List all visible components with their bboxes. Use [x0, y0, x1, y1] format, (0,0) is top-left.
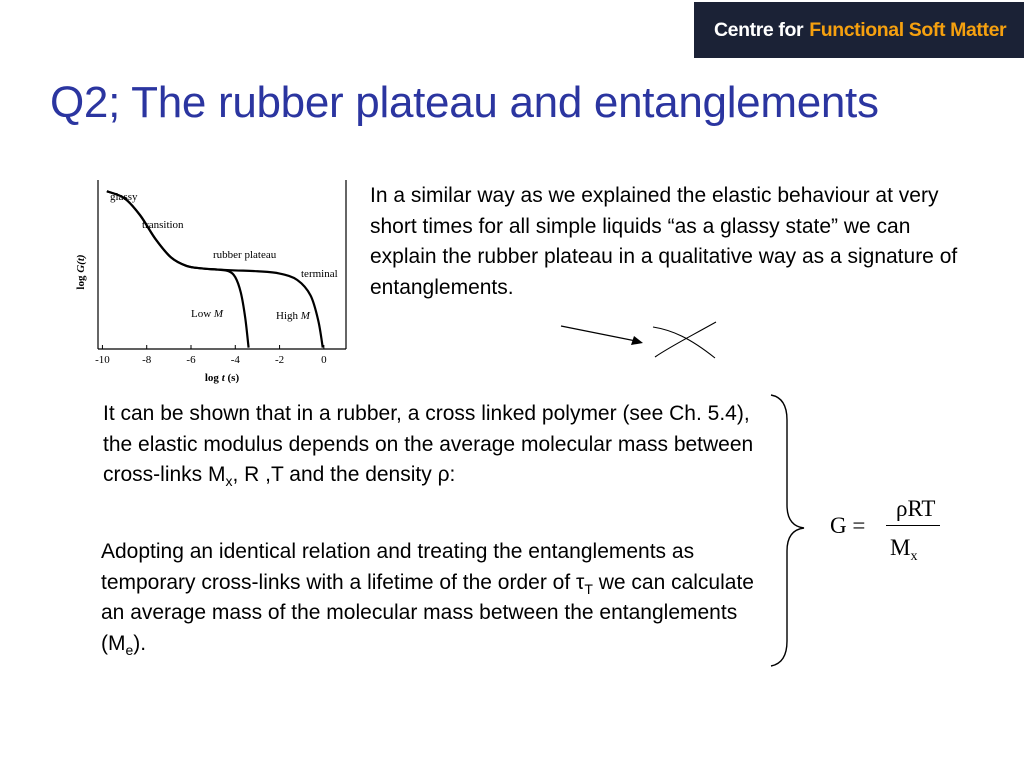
text3-sub-e: e [125, 641, 134, 658]
y-label-prefix: log [75, 272, 87, 290]
x-tick-label: -10 [95, 354, 110, 366]
low-m-prefix: Low [191, 308, 214, 320]
x-label-var: t [221, 372, 225, 384]
entanglement-sketch-icon [653, 322, 716, 358]
slide-title: Q2; The rubber plateau and entanglements [50, 78, 879, 127]
formula-numerator: ρRT [896, 496, 936, 521]
x-tick-label: -4 [230, 354, 240, 366]
modulus-formula [830, 496, 950, 566]
paragraph-glassy-analogy: In a similar way as we explained the elastic behaviour at very short times for all simple liquids “as a glassy state” we can explain the rubber plateau in a qualitative way as a signature of entanglements. [370, 184, 958, 299]
text3-part-a: Adopting an identical relation and treating the entanglements as temporary cross-links with a lifetime of the order of τ [101, 540, 695, 594]
formula-denominator-m: M [890, 535, 911, 560]
formula-denominator [890, 535, 917, 565]
x-tick-label: -2 [274, 354, 285, 366]
text2-sub-x: x [225, 473, 233, 489]
formula-denominator-sub: x [910, 549, 918, 564]
text3-part-b: we can calculate an average mass of the molecular mass between the entanglements (M [101, 570, 754, 655]
logo-text-orange: Functional Soft Matter [809, 18, 1007, 41]
arrow-line [561, 326, 636, 341]
low-m-var: M [213, 308, 224, 320]
y-label-var: G(t) [75, 254, 87, 273]
fraction-bar [886, 525, 940, 526]
arrow-head [631, 336, 643, 345]
logo-text-white: Centre for [714, 18, 804, 41]
x-label-prefix: log [204, 372, 222, 384]
arrow-to-entanglement [561, 326, 643, 345]
high-m-var: M [300, 310, 310, 322]
x-tick-label: 0 [321, 354, 327, 366]
formula-lhs: G = [830, 513, 866, 538]
annotation-transition: transition [142, 219, 184, 231]
paragraph-crosslink-modulus [103, 399, 783, 491]
text2-part-b: , R ,T and the density ρ: [232, 463, 456, 486]
x-tick-label: -6 [186, 354, 196, 366]
high-m-prefix: High [276, 310, 301, 322]
x-tick-label: -8 [142, 354, 152, 366]
annotation-terminal: terminal [301, 268, 338, 280]
text3-sub-t: T [584, 580, 593, 597]
paragraph-entanglement-mass [101, 537, 781, 659]
text2-part-a: It can be shown that in a rubber, a cross linked polymer (see Ch. 5.4), the elastic modulus depends on the average molecular mass between cross-links M [103, 402, 754, 486]
x-label-unit: (s) [224, 372, 240, 384]
text3-part-c: ). [133, 631, 147, 655]
annotation-rubber-plateau: rubber plateau [213, 249, 277, 261]
annotation-glassy: glassy [110, 191, 138, 203]
